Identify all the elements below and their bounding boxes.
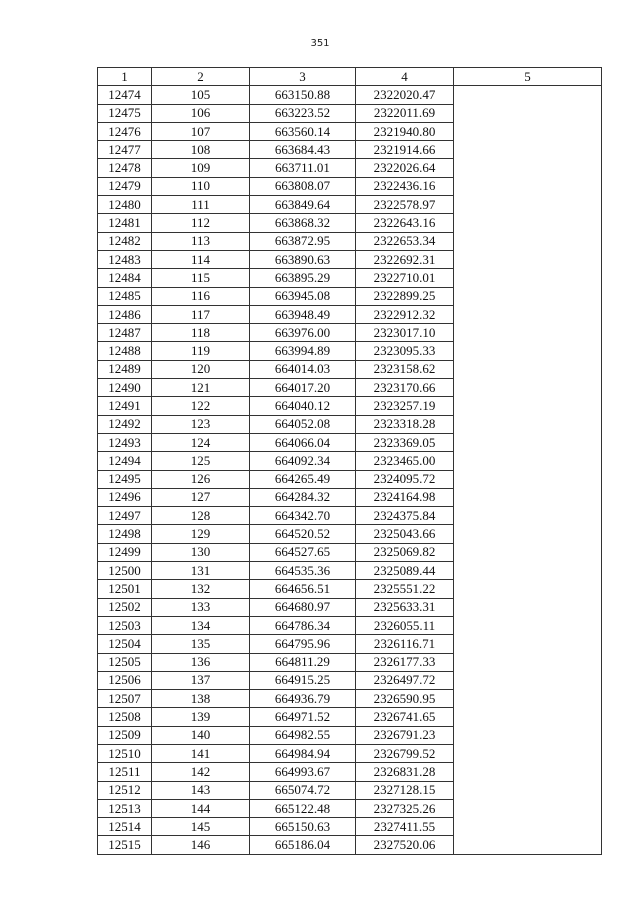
table-cell: 12479 (98, 177, 152, 195)
table-cell: 2322020.47 (356, 86, 454, 104)
table-cell: 2322692.31 (356, 250, 454, 268)
table-cell: 663560.14 (250, 122, 356, 140)
table-cell: 141 (152, 744, 250, 762)
table-cell: 12512 (98, 781, 152, 799)
table-cell: 12494 (98, 452, 152, 470)
table-cell: 663711.01 (250, 159, 356, 177)
table-cell: 118 (152, 324, 250, 342)
table-cell: 2323017.10 (356, 324, 454, 342)
table-cell: 117 (152, 305, 250, 323)
table-cell: 115 (152, 269, 250, 287)
table-cell: 12513 (98, 799, 152, 817)
table-cell: 12491 (98, 397, 152, 415)
table-cell: 12506 (98, 671, 152, 689)
table-cell: 113 (152, 232, 250, 250)
table-cell: 664265.49 (250, 470, 356, 488)
table-cell: 12475 (98, 104, 152, 122)
table-cell: 665186.04 (250, 836, 356, 854)
table-cell: 2327325.26 (356, 799, 454, 817)
table-cell: 2323158.62 (356, 360, 454, 378)
table-cell: 12486 (98, 305, 152, 323)
table-cell: 126 (152, 470, 250, 488)
table-cell: 664656.51 (250, 580, 356, 598)
table-cell: 132 (152, 580, 250, 598)
table-cell: 664520.52 (250, 525, 356, 543)
table-cell: 12492 (98, 415, 152, 433)
table-cell: 2322643.16 (356, 214, 454, 232)
table-cell: 663976.00 (250, 324, 356, 342)
table-cell: 12515 (98, 836, 152, 854)
table-body (98, 86, 602, 854)
table-cell: 2323318.28 (356, 415, 454, 433)
table-cell: 106 (152, 104, 250, 122)
table-cell: 140 (152, 726, 250, 744)
table-cell: 2326590.95 (356, 690, 454, 708)
table-cell: 2324164.98 (356, 488, 454, 506)
table-cell: 12485 (98, 287, 152, 305)
table-cell: 663868.32 (250, 214, 356, 232)
table-cell: 664993.67 (250, 763, 356, 781)
table-cell: 665150.63 (250, 818, 356, 836)
table-cell: 2321940.80 (356, 122, 454, 140)
table-cell: 2325551.22 (356, 580, 454, 598)
table-cell: 663994.89 (250, 342, 356, 360)
table-cell: 663223.52 (250, 104, 356, 122)
table-cell: 12477 (98, 141, 152, 159)
table-cell: 144 (152, 799, 250, 817)
table-cell: 142 (152, 763, 250, 781)
table-cell: 12503 (98, 616, 152, 634)
column-header: 3 (250, 68, 356, 86)
table-cell: 663684.43 (250, 141, 356, 159)
column-header: 1 (98, 68, 152, 86)
table-cell: 111 (152, 196, 250, 214)
table-row (98, 86, 602, 104)
table-cell: 665074.72 (250, 781, 356, 799)
table-cell: 109 (152, 159, 250, 177)
table-cell: 143 (152, 781, 250, 799)
table-cell: 116 (152, 287, 250, 305)
table-cell: 2322578.97 (356, 196, 454, 214)
table-cell: 2322653.34 (356, 232, 454, 250)
table-cell: 663150.88 (250, 86, 356, 104)
table-cell: 12489 (98, 360, 152, 378)
table-cell: 119 (152, 342, 250, 360)
table-cell: 2327520.06 (356, 836, 454, 854)
table-cell: 12501 (98, 580, 152, 598)
table-cell: 664040.12 (250, 397, 356, 415)
table-cell: 12502 (98, 598, 152, 616)
table-cell: 12504 (98, 635, 152, 653)
table-cell: 664811.29 (250, 653, 356, 671)
table-cell: 664014.03 (250, 360, 356, 378)
table-cell: 12498 (98, 525, 152, 543)
table-cell: 12495 (98, 470, 152, 488)
table-cell: 12484 (98, 269, 152, 287)
table-cell: 129 (152, 525, 250, 543)
table-cell: 2322436.16 (356, 177, 454, 195)
table-cell: 2322899.25 (356, 287, 454, 305)
table-cell: 2326799.52 (356, 744, 454, 762)
table-cell: 12514 (98, 818, 152, 836)
table-cell: 663945.08 (250, 287, 356, 305)
table-cell: 105 (152, 86, 250, 104)
table-cell: 2326116.71 (356, 635, 454, 653)
table-cell: 2323369.05 (356, 433, 454, 451)
table-cell: 134 (152, 616, 250, 634)
table-cell: 2323170.66 (356, 379, 454, 397)
table-cell: 2325069.82 (356, 543, 454, 561)
table-cell: 128 (152, 507, 250, 525)
column-header: 5 (454, 68, 602, 86)
table-cell: 12510 (98, 744, 152, 762)
table-cell: 664915.25 (250, 671, 356, 689)
table-cell: 665122.48 (250, 799, 356, 817)
table-cell: 12490 (98, 379, 152, 397)
table-cell: 121 (152, 379, 250, 397)
page-number: 351 (310, 38, 330, 49)
table-cell: 664527.65 (250, 543, 356, 561)
table-cell: 664284.32 (250, 488, 356, 506)
table-cell: 107 (152, 122, 250, 140)
table-cell: 2323465.00 (356, 452, 454, 470)
table-cell: 2327411.55 (356, 818, 454, 836)
table-cell: 664535.36 (250, 562, 356, 580)
table-cell: 12480 (98, 196, 152, 214)
table-cell: 12493 (98, 433, 152, 451)
column-header: 4 (356, 68, 454, 86)
table-cell: 12500 (98, 562, 152, 580)
table-cell: 2326741.65 (356, 708, 454, 726)
table-cell: 664680.97 (250, 598, 356, 616)
table-cell: 146 (152, 836, 250, 854)
table-cell: 131 (152, 562, 250, 580)
column-header: 2 (152, 68, 250, 86)
table-cell: 663872.95 (250, 232, 356, 250)
table-cell: 664066.04 (250, 433, 356, 451)
table-cell: 2325089.44 (356, 562, 454, 580)
table-cell: 2322026.64 (356, 159, 454, 177)
table-cell: 12507 (98, 690, 152, 708)
table-cell: 663895.29 (250, 269, 356, 287)
table-cell: 664786.34 (250, 616, 356, 634)
table-cell: 12478 (98, 159, 152, 177)
table-cell: 2325043.66 (356, 525, 454, 543)
table-cell: 2326791.23 (356, 726, 454, 744)
table-cell: 133 (152, 598, 250, 616)
table-cell: 12509 (98, 726, 152, 744)
table-cell: 663849.64 (250, 196, 356, 214)
table-cell: 664342.70 (250, 507, 356, 525)
table-cell: 2322912.32 (356, 305, 454, 323)
table-cell: 12476 (98, 122, 152, 140)
table-cell: 664982.55 (250, 726, 356, 744)
table-cell: 12499 (98, 543, 152, 561)
table-cell: 2326831.28 (356, 763, 454, 781)
table-cell: 2322710.01 (356, 269, 454, 287)
table-cell: 2323257.19 (356, 397, 454, 415)
table-cell: 12496 (98, 488, 152, 506)
table-cell: 12487 (98, 324, 152, 342)
table-cell: 138 (152, 690, 250, 708)
table-cell: 137 (152, 671, 250, 689)
table-cell: 664052.08 (250, 415, 356, 433)
table-cell: 123 (152, 415, 250, 433)
table-cell: 2324095.72 (356, 470, 454, 488)
table-cell: 125 (152, 452, 250, 470)
table-cell: 2321914.66 (356, 141, 454, 159)
table-cell: 664795.96 (250, 635, 356, 653)
table-cell: 135 (152, 635, 250, 653)
table-cell: 145 (152, 818, 250, 836)
table-cell: 12508 (98, 708, 152, 726)
table-cell: 108 (152, 141, 250, 159)
table-cell: 2327128.15 (356, 781, 454, 799)
table-cell: 122 (152, 397, 250, 415)
table-cell: 110 (152, 177, 250, 195)
table-cell: 12483 (98, 250, 152, 268)
table-cell: 12505 (98, 653, 152, 671)
empty-column-5-cell (454, 86, 602, 854)
table-cell: 664017.20 (250, 379, 356, 397)
table-cell: 663948.49 (250, 305, 356, 323)
coordinate-table (97, 67, 602, 855)
table-cell: 2326497.72 (356, 671, 454, 689)
table-cell: 127 (152, 488, 250, 506)
table-cell: 2325633.31 (356, 598, 454, 616)
table-header-row (98, 68, 602, 86)
table-cell: 2323095.33 (356, 342, 454, 360)
table-cell: 112 (152, 214, 250, 232)
table-cell: 12474 (98, 86, 152, 104)
table-cell: 130 (152, 543, 250, 561)
table-cell: 12482 (98, 232, 152, 250)
table-cell: 139 (152, 708, 250, 726)
table-cell: 2324375.84 (356, 507, 454, 525)
table-cell: 2326177.33 (356, 653, 454, 671)
table-cell: 664936.79 (250, 690, 356, 708)
table-cell: 124 (152, 433, 250, 451)
table-cell: 663890.63 (250, 250, 356, 268)
table-cell: 664984.94 (250, 744, 356, 762)
table-cell: 664092.34 (250, 452, 356, 470)
table-cell: 136 (152, 653, 250, 671)
table-cell: 12497 (98, 507, 152, 525)
table-cell: 12511 (98, 763, 152, 781)
table-cell: 12481 (98, 214, 152, 232)
table-cell: 2326055.11 (356, 616, 454, 634)
table-cell: 12488 (98, 342, 152, 360)
table-cell: 114 (152, 250, 250, 268)
table-cell: 663808.07 (250, 177, 356, 195)
table-cell: 664971.52 (250, 708, 356, 726)
table-cell: 120 (152, 360, 250, 378)
table-cell: 2322011.69 (356, 104, 454, 122)
